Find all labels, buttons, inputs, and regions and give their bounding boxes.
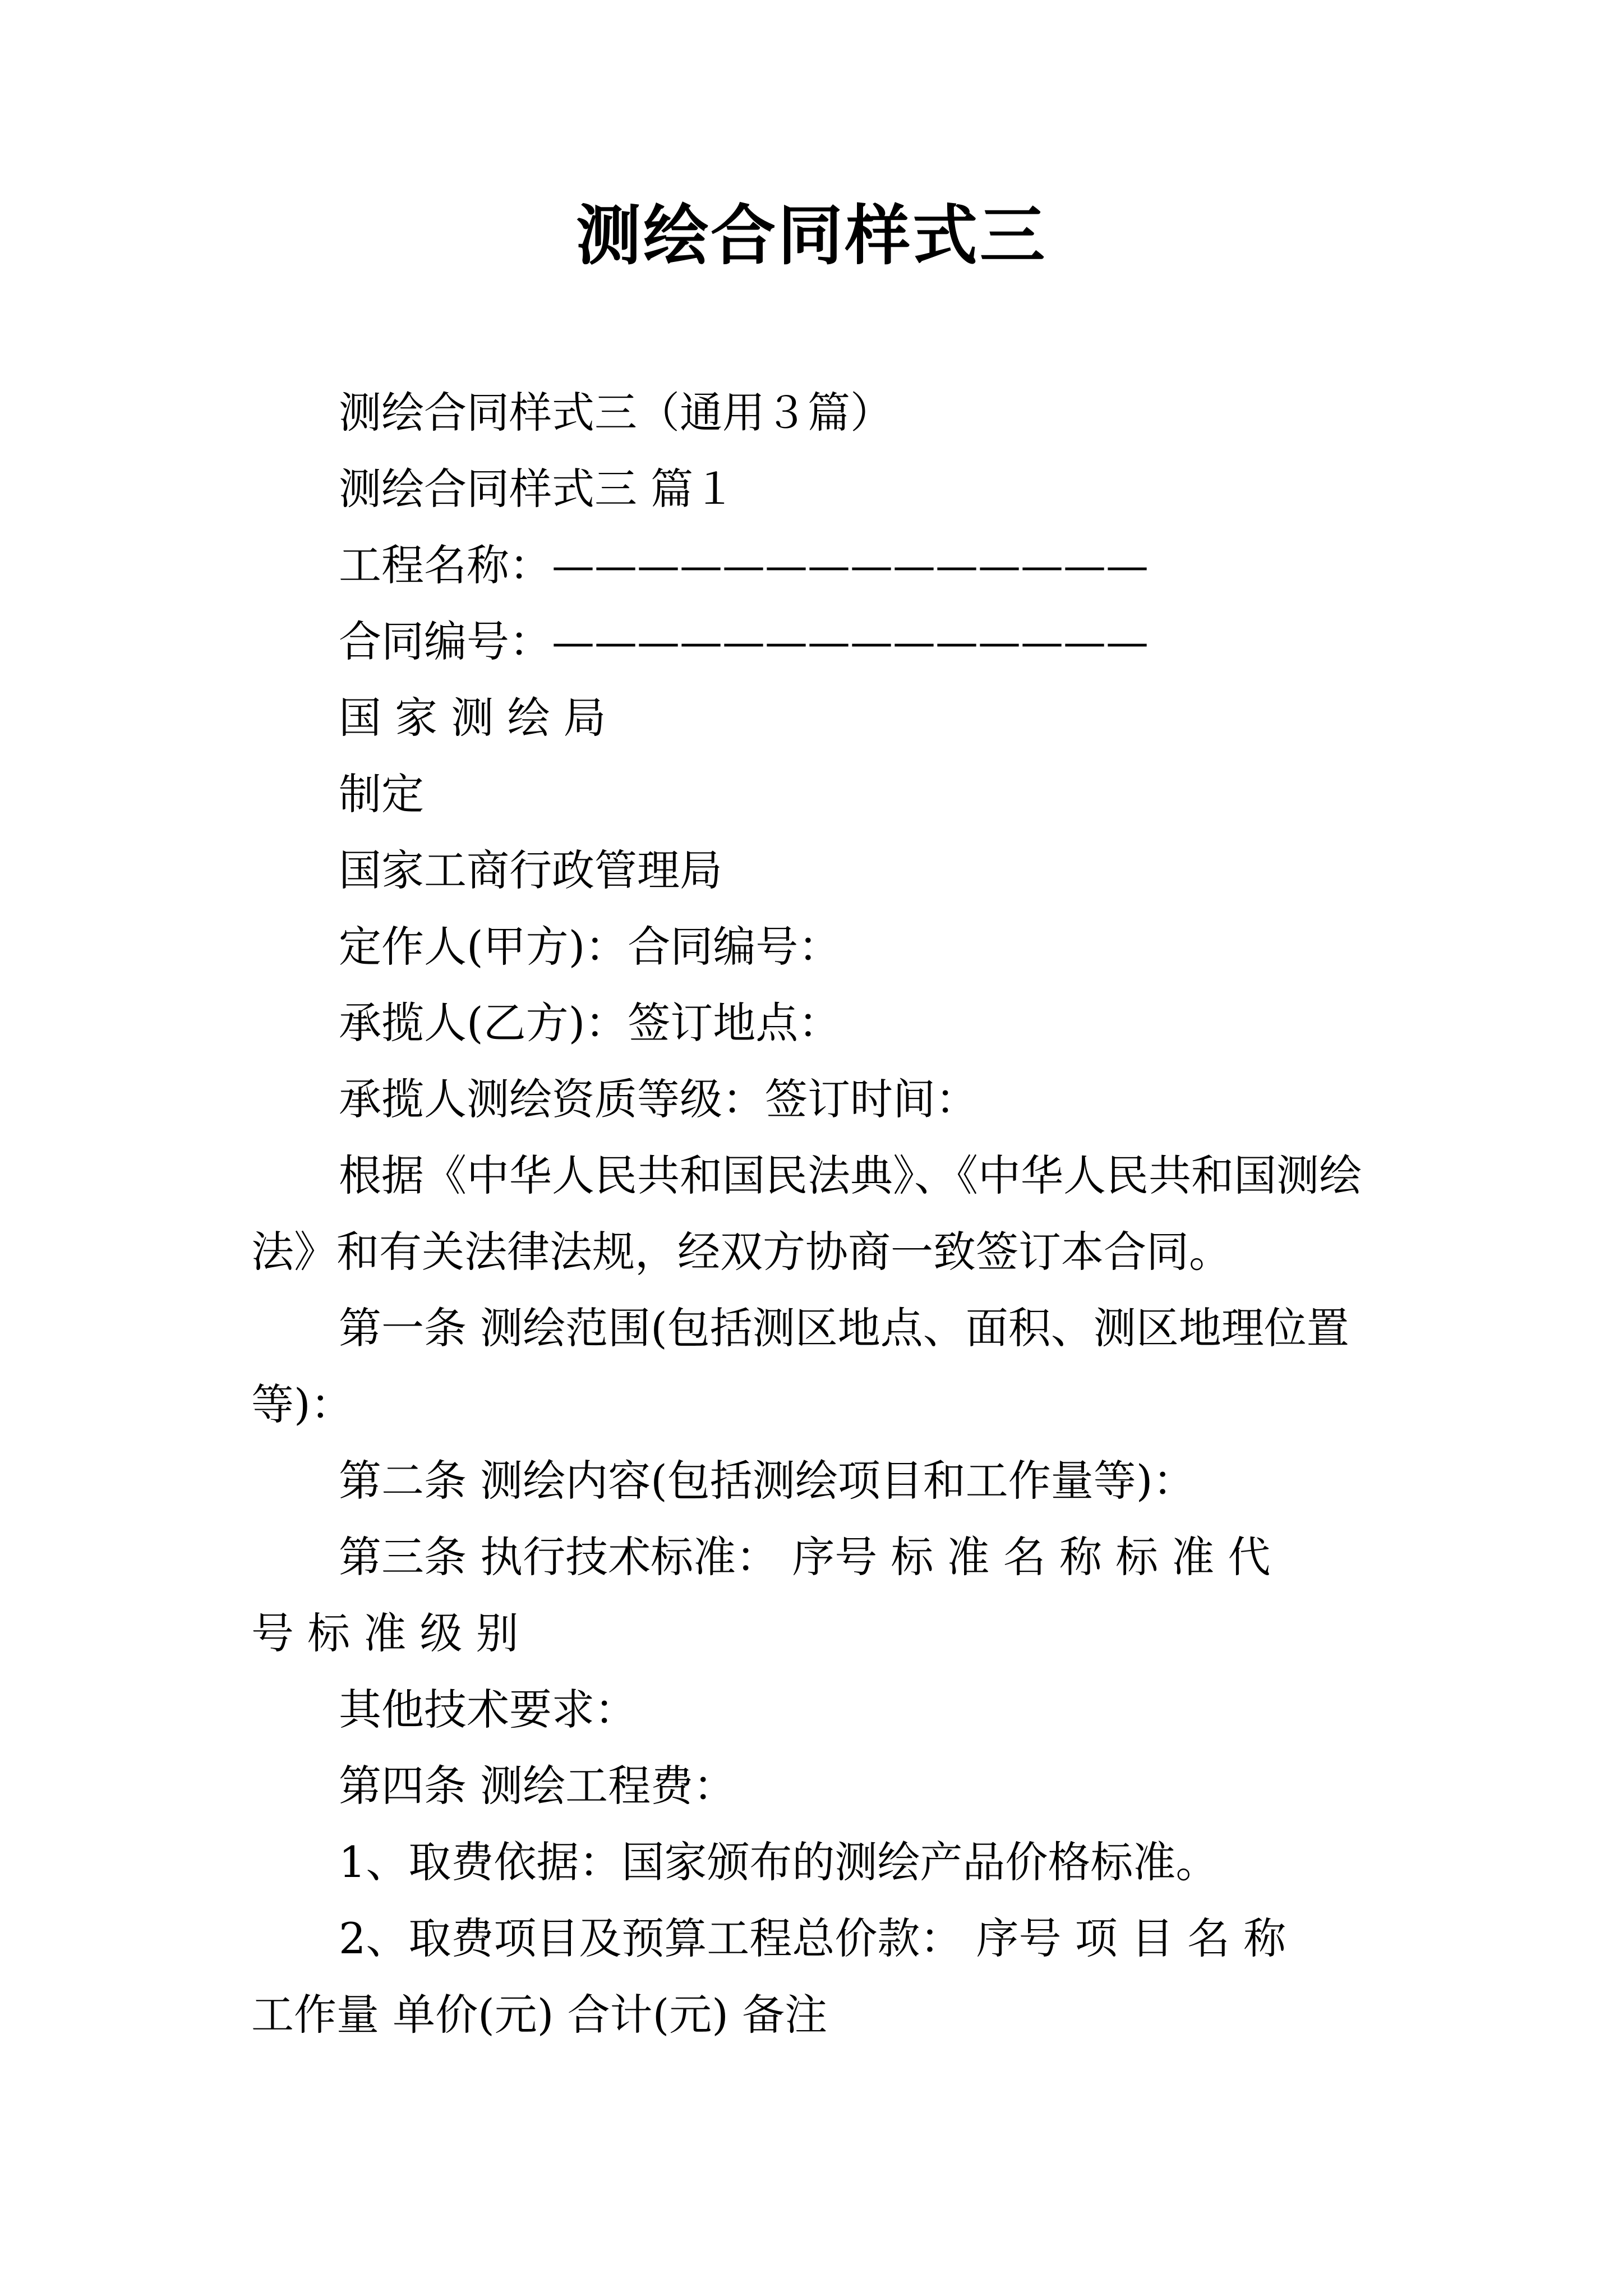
- article-2-line: 第二条 测绘内容(包括测绘项目和工作量等)：: [339, 1456, 1196, 1506]
- project-name-line: 工程名称：——————————————: [339, 540, 1149, 590]
- article-1-line-2: 等)：: [251, 1379, 353, 1429]
- document-body: [251, 375, 1384, 2053]
- article-3-line-2: 号 标 准 级 别: [251, 1608, 519, 1658]
- party-a-line: 定作人(甲方)：合同编号：: [339, 922, 841, 972]
- contract-number-line: 合同编号：——————————————: [339, 616, 1149, 666]
- qualification-line: 承揽人测绘资质等级：签订时间：: [339, 1074, 978, 1124]
- basis-line-1: 根据《中华人民共和国民法典》、《中华人民共和国测绘: [339, 1151, 1362, 1200]
- article-4-line: 第四条 测绘工程费：: [339, 1761, 736, 1811]
- paragraph-line-1: 测绘合同样式三（通用３篇）: [339, 388, 893, 438]
- document-title: 测绘合同样式三: [576, 197, 1047, 274]
- issuer-line-2: 制定: [339, 769, 424, 819]
- fee-items-line-1: 2、取费项目及预算工程总价款： 序号 项 目 名 称: [339, 1913, 1287, 1963]
- paragraph-line-2: 测绘合同样式三 篇１: [339, 464, 736, 514]
- issuer-line-3: 国家工商行政管理局: [339, 845, 722, 895]
- party-b-line: 承揽人(乙方)：签订地点：: [339, 998, 841, 1048]
- issuer-line-1: 国 家 测 绘 局: [339, 693, 606, 743]
- fee-basis-line: 1、取费依据：国家颁布的测绘产品价格标准。: [339, 1837, 1219, 1887]
- basis-line-2: 法》和有关法律法规，经双方协商一致签订本合同。: [251, 1227, 1232, 1277]
- fee-items-line-2: 工作量 单价(元) 合计(元) 备注: [251, 1990, 828, 2040]
- article-1-line-1: 第一条 测绘范围(包括测区地点、面积、测区地理位置: [339, 1303, 1349, 1353]
- article-3-line-1: 第三条 执行技术标准： 序号 标 准 名 称 标 准 代: [339, 1532, 1271, 1582]
- other-requirements-line: 其他技术要求：: [339, 1685, 637, 1734]
